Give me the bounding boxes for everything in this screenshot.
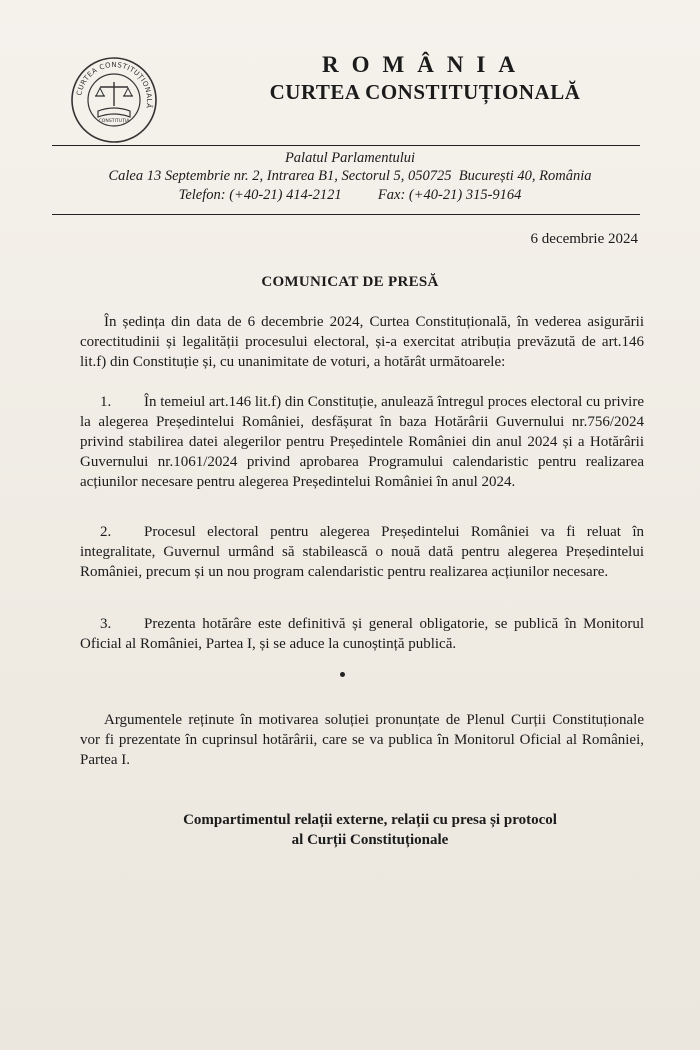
address-line-street: Calea 13 Septembrie nr. 2, Intrarea B1, Sectorul 5, 050725 București 40, România — [108, 168, 592, 184]
list-item-text: Prezenta hotărâre este definitivă și general obligatorie, se publică în Monitorul Oficial al României, Partea I, și se aduce la cunoștință publică. — [80, 616, 644, 652]
header-country: ROMÂNIA — [322, 52, 528, 77]
address-line-palace: Palatul Parlamentului — [284, 150, 416, 166]
list-item-number: 3. — [100, 616, 112, 632]
list-item-text: În temeiul art.146 lit.f) din Constituție, anulează întregul proces electoral cu privire la alegerea Președintelui României, desfășurat în baza Hotărârii Guvernului nr.756/2024 privind stabilirea datei alegerilor pentru Președintele României din anul 2024 și a Hotărârii Guvernului nr.1061/2024 privind aprobarea Programului calendaristic pentru realizarea acțiunilor necesare pentru alegerea Președintelui României în anul 2024. — [80, 394, 644, 490]
signature-line-2: al Curții Constituționale — [291, 832, 449, 848]
closing-paragraph: Argumentele reținute în motivarea soluției pronunțate de Plenul Curții Constituționale vor fi prezentate în cuprinsul hotărârii, care se va publica în Monitorul Oficial al României, Partea I. — [80, 712, 644, 768]
list-item-number: 2. — [100, 524, 112, 540]
list-item-number: 1. — [100, 394, 112, 410]
list-item — [80, 614, 644, 654]
svg-text:CURTEA CONSTITUȚIONALĂ: CURTEA CONSTITUȚIONALĂ — [75, 60, 154, 110]
svg-text:CONSTITUȚIA: CONSTITUȚIA — [98, 119, 130, 124]
header-court: CURTEA CONSTITUȚIONALĂ — [269, 80, 581, 104]
intro-paragraph: În ședința din data de 6 decembrie 2024, Curtea Constituțională, în vederea asigurării corectitudinii și legalității procesului electoral, și-a exercitat atribuția prevăzută de art.146 lit.f) din Constituție și, cu unanimitate de voturi, a hotărât următoarele: — [80, 314, 644, 370]
document-title: COMUNICAT DE PRESĂ — [261, 274, 439, 290]
separator-bullet — [340, 672, 345, 677]
list-item — [80, 522, 644, 582]
document-date: 6 decembrie 2024 — [530, 231, 638, 247]
signature-line-1: Compartimentul relații externe, relații cu presa și protocol — [183, 812, 557, 828]
header-divider-top — [52, 145, 640, 146]
court-seal-icon — [70, 56, 158, 144]
list-item — [80, 392, 644, 492]
list-item-text: Procesul electoral pentru alegerea Președintelui României va fi reluat în integralitate, Guvernul urmând să stabilească o nouă dată pentru alegerea Președintelui României, precum și un nou program calendaristic pentru realizarea acțiunilor necesare. — [80, 524, 644, 580]
address-line-contact: Telefon: (+40-21) 414-2121 Fax: (+40-21) 315-9164 — [178, 187, 522, 203]
header-divider-bottom — [52, 214, 640, 215]
